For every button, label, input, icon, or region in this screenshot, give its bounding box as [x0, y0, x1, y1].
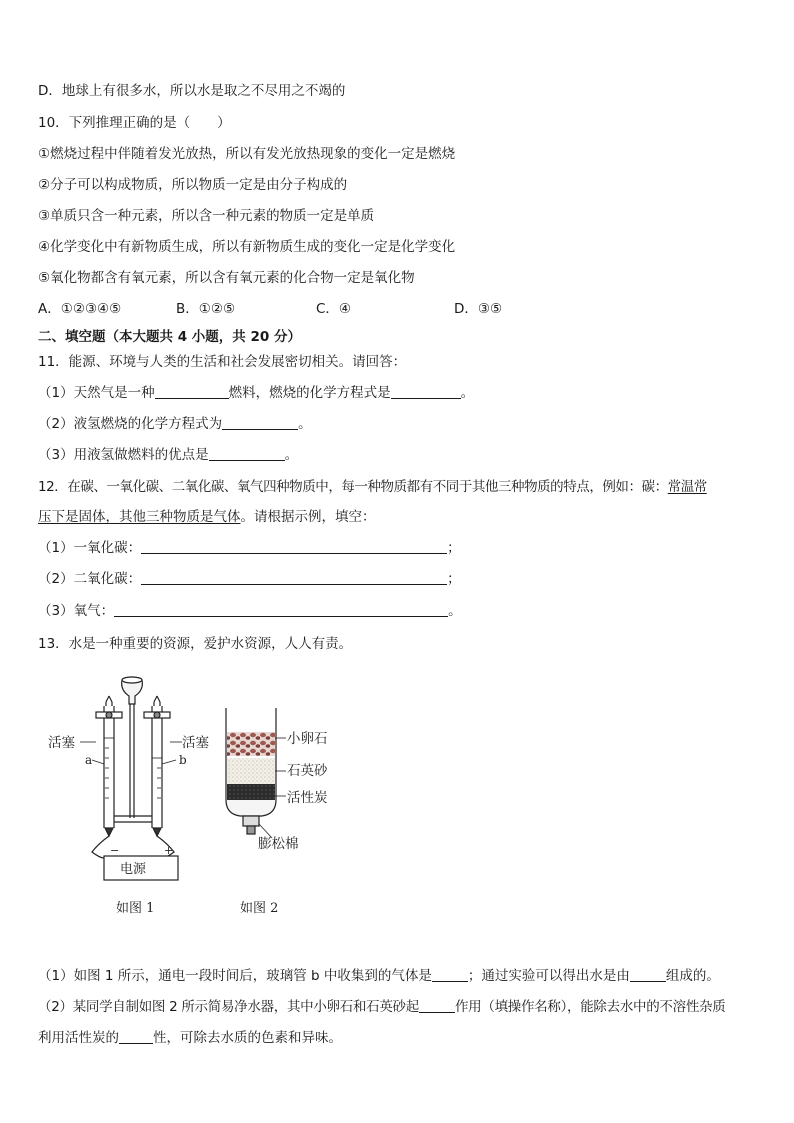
label-pebbles: 小卵石: [287, 731, 328, 747]
section2-heading: 二、填空题（本大题共 4 小题，共 20 分）: [38, 329, 301, 345]
outlet-cotton: [243, 816, 259, 826]
q11-stem: 11．能源、环境与人类的生活和社会发展密切相关。请回答：: [38, 354, 407, 370]
label-stopcock-right: 活塞: [182, 735, 209, 751]
answer-blank[interactable]: [155, 385, 229, 399]
answer-blank[interactable]: [209, 447, 285, 461]
q11-part1: （1）天然气是一种 燃料，燃烧的化学方程式是 。: [38, 385, 475, 401]
answer-blank[interactable]: [141, 540, 447, 554]
answer-blank[interactable]: [630, 968, 666, 982]
label-stopcock-left: 活塞: [48, 735, 75, 751]
answer-blank[interactable]: [419, 999, 455, 1013]
layer-pebbles: [227, 732, 275, 756]
answer-blank[interactable]: [391, 385, 461, 399]
q10-option-b: B．①②⑤: [176, 301, 236, 317]
answer-blank[interactable]: [114, 603, 448, 617]
layer-activated-carbon: [227, 784, 275, 802]
q12-blank1: （1）一氧化碳： ；: [38, 540, 461, 556]
q13-part1: （1）如图 1 所示，通电一段时间后，玻璃管 b 中收集到的气体是 ；通过实验可以得出水是由 组成的。: [38, 968, 720, 984]
layer-quartz-sand: [227, 758, 275, 784]
q10-item-4: ④化学变化中有新物质生成，所以有新物质生成的变化一定是化学变化: [38, 239, 456, 255]
option-d-line: D．地球上有很多水，所以水是取之不尽用之不竭的: [38, 83, 346, 99]
q11-part3: （3）用液氢做燃料的优点是 。: [38, 447, 299, 463]
q13-part2: （2）某同学自制如图 2 所示简易净水器，其中小卵石和石英砂起 作用（填操作名称），能除去水中的不溶性杂质: [38, 999, 726, 1015]
q13-stem: 13．水是一种重要的资源，爱护水资源，人人有责。: [38, 636, 353, 652]
q12-blank2: （2）二氧化碳： ；: [38, 571, 461, 587]
q10-item-3: ③单质只含一种元素，所以含一种元素的物质一定是单质: [38, 208, 375, 224]
answer-blank[interactable]: [119, 1030, 153, 1044]
q10-item-2: ②分子可以构成物质，所以物质一定是由分子构成的: [38, 177, 348, 193]
label-plus: +: [164, 844, 174, 857]
q10-stem: 10．下列推理正确的是（ ）: [38, 115, 231, 131]
q12-blank3: （3）氧气： 。: [38, 603, 462, 619]
q10-option-d: D．③⑤: [454, 301, 503, 317]
fig2-caption: 如图 2: [240, 901, 279, 916]
q10-option-a: A．①②③④⑤: [38, 301, 122, 317]
q13-part3: 利用活性炭的 性，可除去水质的色素和异味。: [38, 1030, 342, 1046]
answer-blank[interactable]: [222, 416, 298, 430]
q12-line1: 12．在碳、一氧化碳、二氧化碳、氧气四种物质中，每一种物质都有不同于其他三种物质的特点，例如：碳：常温常: [38, 479, 707, 495]
q13-figure: [40, 668, 340, 920]
label-tube-a: a: [85, 753, 93, 767]
fig1-caption: 如图 1: [116, 901, 155, 916]
answer-blank[interactable]: [432, 968, 468, 982]
water-purifier: [226, 708, 276, 834]
label-power: 电源: [120, 862, 147, 877]
q12-line2: 压下是固体，其他三种物质是气体。请根据示例，填空：: [38, 509, 376, 525]
label-tube-b: b: [179, 753, 187, 767]
q10-item-5: ⑤氧化物都含有氧元素，所以含有氧元素的化合物一定是氧化物: [38, 270, 415, 286]
q10-option-c: C．④: [316, 301, 352, 317]
q11-part2: （2）液氢燃烧的化学方程式为 。: [38, 416, 312, 432]
q10-options: [38, 300, 502, 318]
label-cotton: 膨松棉: [258, 836, 299, 852]
answer-blank[interactable]: [141, 571, 447, 585]
q10-item-1: ①燃烧过程中伴随着发光放热，所以有发光放热现象的变化一定是燃烧: [38, 146, 456, 162]
label-activated-carbon: 活性炭: [287, 790, 328, 806]
label-quartz-sand: 石英砂: [287, 763, 328, 779]
label-minus: −: [110, 844, 120, 857]
